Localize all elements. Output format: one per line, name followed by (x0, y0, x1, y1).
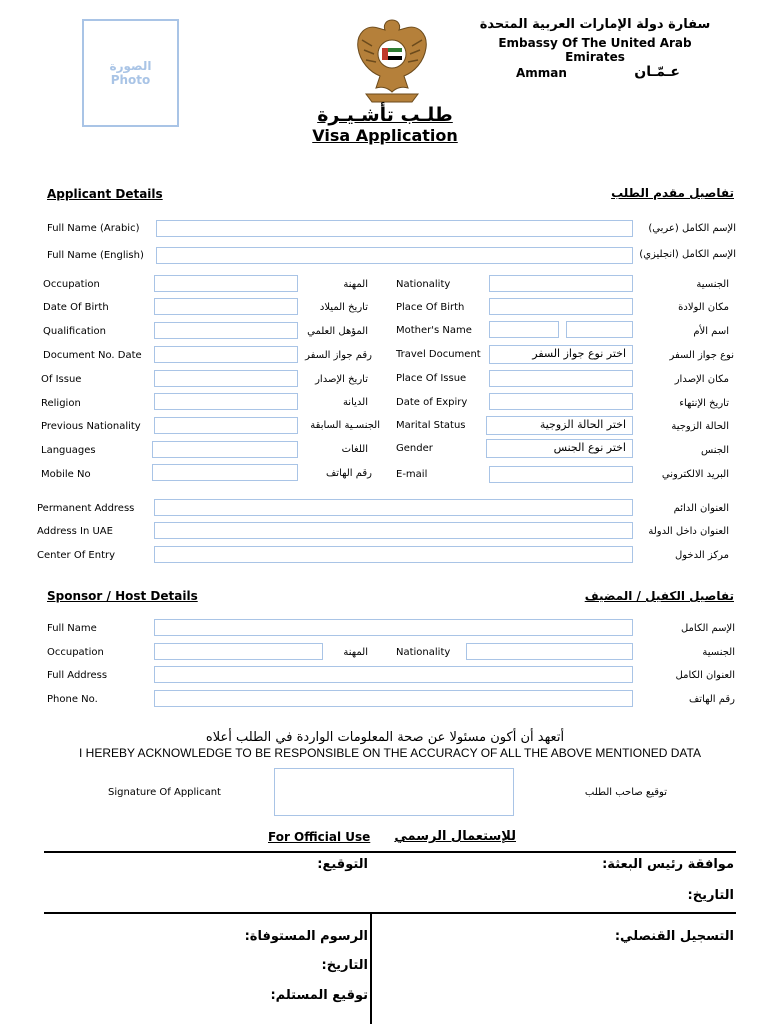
sponsor-section-title-en: Sponsor / Host Details (47, 589, 198, 603)
marital-status-select[interactable]: اختر الحالة الزوجية (486, 416, 633, 435)
place-of-issue-label-en: Place Of Issue (396, 373, 467, 384)
sponsor-occupation-label-en: Occupation (47, 647, 104, 658)
uae-address-input[interactable] (154, 522, 633, 539)
uae-address-label-en: Address In UAE (37, 526, 113, 537)
sponsor-address-label-ar: العنوان الكامل (675, 670, 735, 681)
full-name-arabic-input[interactable] (156, 220, 633, 237)
mother-first-name-input[interactable] (489, 321, 559, 338)
sponsor-address-label-en: Full Address (47, 670, 108, 681)
travel-document-label-en: Travel Document (396, 349, 481, 360)
email-label-en: E-mail (396, 469, 428, 480)
signature-label-ar: توقيع صاحب الطلب (584, 787, 667, 798)
occupation-input[interactable] (154, 275, 298, 292)
religion-label-en: Religion (41, 398, 81, 409)
travel-document-select[interactable]: اختر نوع جواز السفر (489, 345, 633, 364)
issue-date-label-ar: تاريخ الإصدار (315, 374, 368, 385)
uae-emblem-icon (352, 16, 432, 104)
religion-input[interactable] (154, 393, 298, 410)
pob-label-en: Place Of Birth (396, 302, 465, 313)
embassy-name-ar: سفارة دولة الإمارات العربية المتحدة (479, 17, 711, 32)
full-name-arabic-label-en: Full Name (Arabic) (47, 223, 140, 234)
qualification-label-en: Qualification (43, 326, 106, 337)
declaration-ar: أتعهد أن أكون مسئولا عن صحة المعلومات الواردة في الطلب أعلاه (205, 730, 565, 745)
sponsor-occupation-label-ar: المهنة (343, 647, 368, 658)
languages-label-ar: اللغات (341, 444, 368, 455)
place-of-issue-input[interactable] (489, 370, 633, 387)
photo-box[interactable] (82, 19, 179, 127)
permanent-address-input[interactable] (154, 499, 633, 516)
embassy-name-en: Embassy Of The United Arab Emirates (498, 36, 692, 64)
mobile-label-ar: رقم الهاتف (325, 468, 372, 479)
full-name-english-label-en: Full Name (English) (47, 250, 144, 261)
occupation-label-en: Occupation (43, 279, 100, 290)
mother-name-label-ar: اسم الأم (693, 326, 729, 337)
travel-document-label-ar: نوع جواز السفر (669, 350, 734, 361)
mother-last-name-input[interactable] (566, 321, 633, 338)
full-name-english-label-ar: الإسم الكامل (انجليزي) (639, 249, 736, 260)
pob-input[interactable] (489, 298, 633, 315)
permanent-address-label-ar: العنوان الدائم (673, 503, 729, 514)
place-of-issue-label-ar: مكان الإصدار (674, 374, 729, 385)
city-en: Amman (516, 66, 567, 80)
sponsor-phone-label-ar: رقم الهاتف (688, 694, 735, 705)
languages-label-en: Languages (41, 445, 96, 456)
official-divider-vertical (370, 912, 372, 1024)
official-divider-middle (44, 912, 736, 914)
sponsor-occupation-input[interactable] (154, 643, 323, 660)
email-label-ar: البريد الالكتروني (661, 469, 729, 480)
qualification-input[interactable] (154, 322, 298, 339)
official-use-title-ar: للإستعمال الرسمي (394, 829, 516, 844)
dob-label-en: Date Of Birth (43, 302, 109, 313)
approval-date-label: التاريخ: (687, 888, 734, 903)
full-name-arabic-label-ar: الإسم الكامل (عربي) (648, 223, 736, 234)
issue-date-label-en: Of Issue (41, 374, 82, 385)
consular-registration-label: التسجيل القنصلي: (614, 929, 734, 944)
marital-status-label-ar: الحالة الزوجية (671, 421, 729, 432)
occupation-label-ar: المهنة (343, 279, 368, 290)
sponsor-phone-input[interactable] (154, 690, 633, 707)
fees-collected-label: الرسوم المستوفاة: (244, 929, 368, 944)
sponsor-section-title-ar: تفاصيل الكفيل / المضيف (584, 589, 734, 603)
official-use-title-en: For Official Use (268, 830, 371, 844)
previous-nationality-label-en: Previous Nationality (41, 421, 141, 432)
expiry-date-label-ar: تاريخ الإنتهاء (679, 398, 729, 409)
mobile-label-en: Mobile No (41, 469, 91, 480)
dob-label-ar: تاريخ الميلاد (319, 302, 368, 313)
official-divider-top (44, 851, 736, 853)
applicant-section-title-ar: تفاصيل مقدم الطلب (611, 186, 734, 200)
previous-nationality-label-ar: الجنسـية السابقة (310, 420, 380, 431)
city-ar: عـمّـان (634, 64, 680, 80)
center-of-entry-label-en: Center Of Entry (37, 550, 116, 561)
signature-label-en: Signature Of Applicant (108, 787, 221, 798)
permanent-address-label-en: Permanent Address (37, 503, 135, 514)
document-no-label-ar: رقم جواز السفر (305, 350, 372, 361)
center-of-entry-input[interactable] (154, 546, 633, 563)
nationality-label-ar: الجنسية (696, 279, 729, 290)
title-ar: طلـب تأشـيـرة (317, 104, 453, 126)
declaration-en: I HEREBY ACKNOWLEDGE TO BE RESPONSIBLE ON THE ACCURACY OF ALL THE ABOVE MENTIONED DATA (79, 746, 701, 760)
email-input[interactable] (489, 466, 633, 483)
photo-label-ar: الصورة (109, 59, 152, 73)
religion-label-ar: الديانة (342, 397, 368, 408)
sponsor-full-name-input[interactable] (154, 619, 633, 636)
pob-label-ar: مكان الولادة (678, 302, 729, 313)
applicant-section-title-en: Applicant Details (47, 187, 163, 201)
signature-box[interactable] (274, 768, 514, 816)
mission-head-approval-label: موافقة رئيس البعثة: (602, 857, 734, 872)
qualification-label-ar: المؤهل العلمي (307, 326, 368, 337)
sponsor-nationality-input[interactable] (466, 643, 633, 660)
full-name-english-input[interactable] (156, 247, 633, 264)
expiry-date-label-en: Date of Expiry (396, 397, 468, 408)
sponsor-address-input[interactable] (154, 666, 633, 683)
nationality-label-en: Nationality (396, 279, 451, 290)
fees-date-label: التاريخ: (321, 958, 368, 973)
sponsor-full-name-label-ar: الإسم الكامل (680, 623, 735, 634)
nationality-input[interactable] (489, 275, 633, 292)
dob-input[interactable] (154, 298, 298, 315)
previous-nationality-input[interactable] (154, 417, 298, 434)
photo-label-en: Photo (110, 73, 151, 87)
expiry-date-input[interactable] (489, 393, 633, 410)
gender-label-ar: الجنس (700, 445, 729, 456)
gender-select[interactable]: اختر نوع الجنس (486, 439, 633, 458)
center-of-entry-label-ar: مركز الدخول (674, 550, 729, 561)
sponsor-full-name-label-en: Full Name (47, 623, 97, 634)
uae-address-label-ar: العنوان داخل الدولة (648, 526, 729, 537)
receiver-signature-label: توقيع المستلم: (270, 988, 368, 1003)
sponsor-phone-label-en: Phone No. (47, 694, 98, 705)
gender-label-en: Gender (396, 443, 433, 454)
sponsor-nationality-label-en: Nationality (396, 647, 451, 658)
sponsor-nationality-label-ar: الجنسية (702, 647, 735, 658)
signature-official-label: التوقيع: (317, 857, 368, 872)
mobile-input[interactable] (152, 464, 298, 481)
marital-status-label-en: Marital Status (396, 420, 466, 431)
languages-input[interactable] (152, 441, 298, 458)
mother-name-label-en: Mother's Name (396, 325, 472, 336)
issue-date-input[interactable] (154, 370, 298, 387)
document-no-label-en: Document No. Date (43, 350, 142, 361)
title-en: Visa Application (312, 126, 458, 145)
document-no-input[interactable] (154, 346, 298, 363)
